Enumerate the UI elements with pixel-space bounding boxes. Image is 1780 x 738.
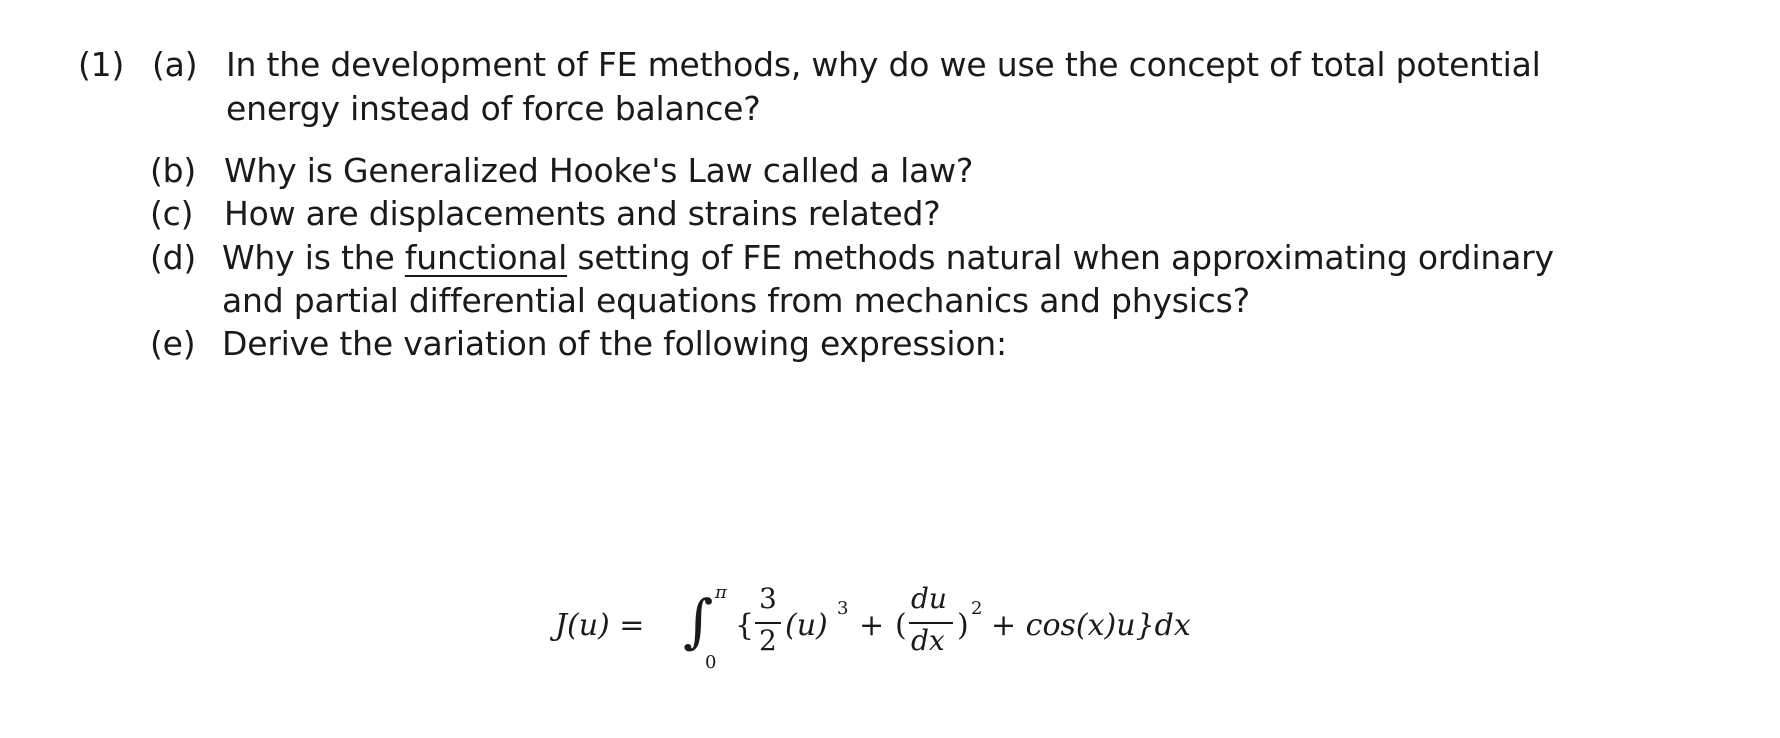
part-a-text-line2: energy instead of force balance? [226,89,761,128]
equation [555,580,1275,690]
eq-integral-sign: ∫ [683,587,714,655]
part-b-label: (b) [150,151,197,190]
eq-frac2-denominator: dx [911,624,945,657]
eq-lower-limit: 0 [705,652,717,673]
eq-frac2-numerator: du [911,582,947,615]
eq-frac1-denominator: 2 [759,624,777,657]
eq-lhs: J(u) = [555,608,645,643]
eq-exp1: 3 [837,598,849,619]
eq-plus1: + [859,608,885,643]
eq-term1: (u) [785,608,828,643]
eq-frac1-numerator: 3 [759,582,777,615]
eq-upper-limit: π [715,582,727,603]
part-a-text-line1: In the development of FE methods, why do we use the concept of total potential [226,45,1541,84]
part-d-text-post: setting of FE methods natural when approximating ordinary [567,238,1554,277]
part-e-text: Derive the variation of the following expression: [222,324,1007,363]
part-d-text-pre: Why is the [222,238,405,277]
eq-close-paren: ) [957,608,969,643]
part-c-label: (c) [150,194,194,233]
eq-rest: + cos(x)u}dx [991,608,1191,643]
eq-open-paren: ( [895,608,907,643]
part-e-label: (e) [150,324,196,363]
part-d-label: (d) [150,238,197,277]
question-number: (1) [78,45,125,84]
eq-open-brace: { [735,608,755,643]
part-d-underlined-word: functional [404,238,568,277]
part-c-text: How are displacements and strains related? [224,194,941,233]
part-d-text-line2: and partial differential equations from mechanics and physics? [222,281,1250,320]
part-a-label: (a) [152,45,198,84]
eq-exp2: 2 [971,598,983,619]
part-b-text: Why is Generalized Hooke's Law called a law? [224,151,974,190]
part-d-text-line1 [222,237,1554,279]
